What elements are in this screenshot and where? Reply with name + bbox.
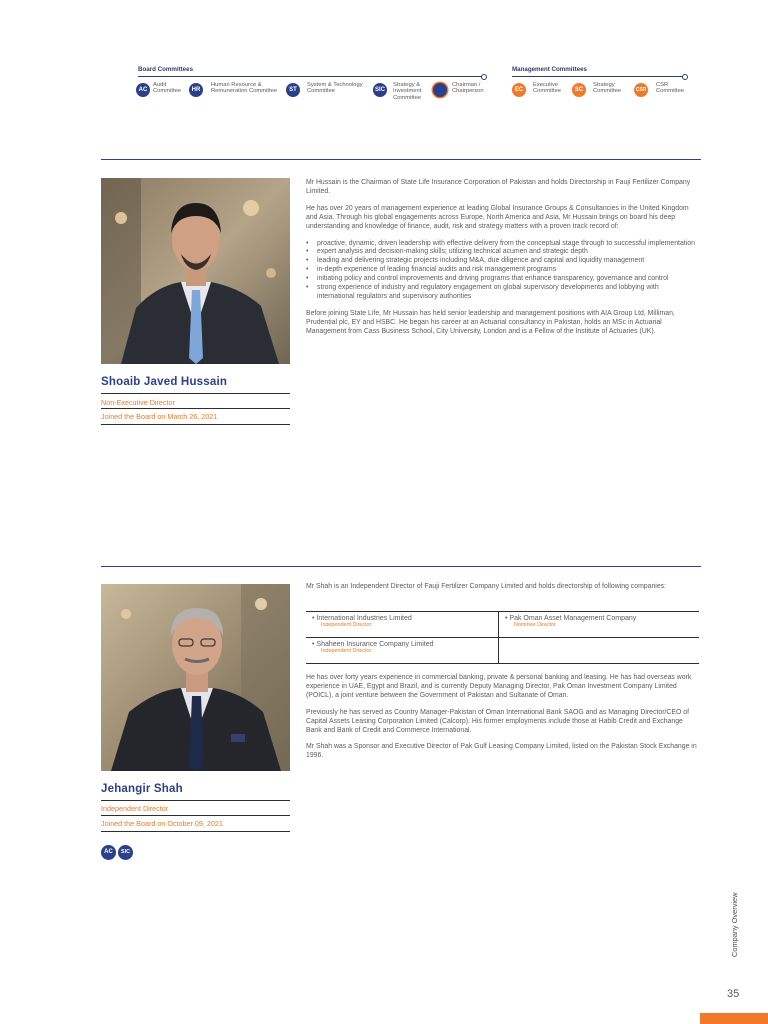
joined-underline	[101, 424, 290, 425]
joined-underline	[101, 831, 290, 832]
hr-committee-label: Human Resource & Remuneration Committee	[211, 82, 278, 95]
board-committees-title: Board Committees	[138, 66, 194, 73]
director-name: Jehangir Shah	[101, 783, 183, 795]
list-item: • initiating policy and control improvements and driving programs that enhance transparency, governance and control	[306, 275, 698, 284]
company-role: Nominee Director	[514, 622, 556, 628]
board-committees-line	[138, 76, 484, 77]
strategy-committee-label: Strategy Committee	[593, 82, 622, 95]
management-committees-title: Management Committees	[512, 66, 587, 73]
director-joined-date: Joined the Board on October 09, 2021	[101, 819, 223, 828]
committee-badge-ac: AC	[101, 845, 116, 860]
chairman-label: Chairman / Chairperson	[452, 82, 484, 95]
director-role: Independent Director	[101, 804, 169, 813]
name-underline	[101, 800, 290, 801]
st-committee-badge: ST	[286, 83, 300, 97]
list-item: • proactive, dynamic, driven leadership with effective delivery from the conceptual stage through to successful implementation	[306, 240, 698, 249]
st-committee-label: System & Technology Committee	[307, 82, 363, 95]
list-item: • in-depth experience of leading financial audits and risk management programs	[306, 266, 698, 275]
sic-committee-label: Strategy & Investment Committee	[393, 82, 422, 101]
director-role: Non-Executive Director	[101, 398, 175, 407]
director-bio	[306, 674, 699, 769]
committee-badge-sic: SIC	[118, 845, 133, 860]
csr-committee-label: CSR Committee	[656, 82, 685, 95]
director-intro: Mr Shah is an Independent Director of Fauji Fertilizer Company Limited and holds directorship of following companies:	[306, 583, 667, 590]
director-joined-date: Joined the Board on March 26, 2021	[101, 412, 218, 421]
sic-committee-badge: SIC	[373, 83, 387, 97]
list-item: • expert analysis and decision-making skills; utilizing technical acumen and strategic depth	[306, 248, 698, 257]
bio-bullet-list	[306, 240, 698, 302]
executive-committee-badge: EC	[512, 83, 526, 97]
bio-paragraph: Previously he has served as Country Manager-Pakistan of Oman International Bank SAOG and as Managing Director/CEO of Capital Assets Leasing Corporation Limited (Calcorp). His former employments include those at Habib Credit and Exchange Bank and Bank of Credit and Commerce International.	[306, 708, 690, 734]
director-bio	[306, 179, 698, 345]
page-number: 35	[727, 988, 740, 1000]
table-row	[306, 638, 699, 664]
name-underline	[101, 393, 290, 394]
audit-committee-label: Audit Committee	[153, 82, 182, 95]
section-divider-2	[101, 566, 701, 567]
role-underline	[101, 815, 290, 816]
company-role: Independent Director	[321, 648, 372, 654]
list-item: • leading and delivering strategic projects including M&A, due diligence and capital and liquidity management	[306, 257, 698, 266]
directorships-table	[306, 611, 699, 664]
bio-paragraph: He has over forty years experience in commercial banking, private & personal banking and leasing. He has had overseas work experience in UAE, Egypt and Brazil, and is currently Deputy Managing Director, Pak Oman Investment Company Limited (POICL), a joint venture between the Government of Pakistan and Sultanate of Oman.	[306, 674, 692, 699]
table-cell-empty	[499, 638, 700, 664]
company-name: • Pak Oman Asset Management Company	[505, 615, 693, 622]
company-role: Independent Director	[321, 622, 372, 628]
table-row	[306, 612, 699, 638]
company-name: • International Industries Limited	[312, 615, 492, 622]
company-name: • Shaheen Insurance Company Limited	[312, 641, 492, 648]
director-photo-jehangir-shah	[101, 584, 290, 771]
bio-paragraph: Mr Shah was a Sponsor and Executive Director of Pak Gulf Leasing Company Limited, listed on the Pakistan Stock Exchange in 1996.	[306, 743, 697, 760]
executive-committee-label: Executive Committee	[533, 82, 562, 95]
chairman-indicator-icon	[433, 83, 447, 97]
table-cell	[499, 612, 700, 638]
hr-committee-badge: HR	[189, 83, 203, 97]
director-photo-shoaib-javed-hussain	[101, 178, 290, 364]
csr-committee-badge: CSR	[634, 83, 648, 97]
strategy-committee-badge: SC	[572, 83, 586, 97]
section-divider-1	[101, 159, 701, 160]
management-committees-line	[512, 76, 685, 77]
list-item: • strong experience of industry and regulatory engagement on global supervisory developments and lobbying with international regulators and supervisory authorities	[306, 284, 698, 302]
page-accent-bar	[700, 1013, 768, 1024]
audit-committee-badge: AC	[136, 83, 150, 97]
table-cell	[306, 612, 499, 638]
director-name: Shoaib Javed Hussain	[101, 376, 228, 388]
bio-paragraph: Mr Hussain is the Chairman of State Life Insurance Corporation of Pakistan and holds Directorship in Fauji Fertilizer Company Limited.	[306, 179, 691, 195]
section-side-label: Company Overview	[730, 892, 739, 957]
role-underline	[101, 408, 290, 409]
bio-paragraph: He has over 20 years of management experience at leading Global Insurance Groups & Consultancies in the United Kingdom and Asia. Through his global engagements across Europe, North America and Asia, Mr Hussain brings on board his deep understanding and knowledge of finance, audit, risk and strategy matters with a proven track record of:	[306, 204, 689, 230]
table-cell	[306, 638, 499, 664]
bio-paragraph: Before joining State Life, Mr Hussain has held senior leadership and management positions with AIA Group Ltd, Milliman, Prudential plc, EY and HSBC. He began his career at an Actuarial consultancy in Pakistan, holds an MSc in Actuarial Management from Cass Business School, City University, London and is a Fellow of the Institute of Actuaries (UK).	[306, 309, 675, 335]
